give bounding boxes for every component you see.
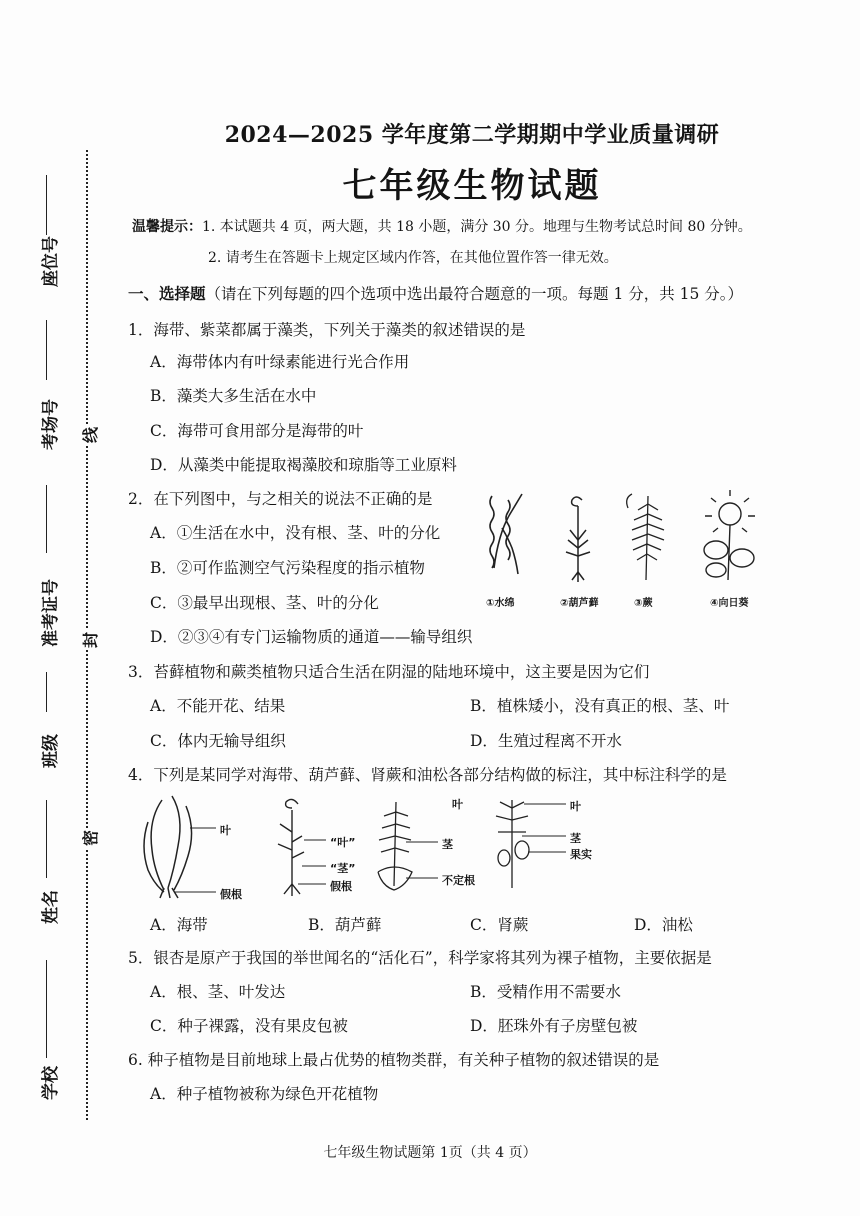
q4-moss-leaf-label: “叶” xyxy=(330,836,356,849)
exam-room-label: 考场号 xyxy=(41,399,61,450)
tip-label: 温馨提示： xyxy=(132,219,202,235)
q4-fern-root-label: 不定根 xyxy=(442,874,475,887)
q4-option-b: B．葫芦藓 xyxy=(308,916,382,934)
tip-line-1 xyxy=(132,216,752,236)
binding-strip xyxy=(0,0,100,1216)
q3-option-c: C．体内无输导组织 xyxy=(150,732,286,750)
seat-number-label: 座位号 xyxy=(41,236,61,287)
q4-pine-stem-label: 茎 xyxy=(570,832,581,845)
seal-mark-line: 线 xyxy=(78,425,101,445)
exam-title: 2024—2025 学年度第二学期期中学业质量调研 xyxy=(224,122,720,148)
moss-q4-illustration xyxy=(278,799,304,896)
q3-option-d: D．生殖过程离不开水 xyxy=(470,732,622,750)
q4-stem: 4．下列是某同学对海带、葫芦藓、肾蕨和油松各部分结构做的标注，其中标注科学的是 xyxy=(128,766,727,784)
fern-illustration xyxy=(627,494,664,580)
q1-option-a: A．海带体内有叶绿素能进行光合作用 xyxy=(150,353,410,371)
exam-room-blank xyxy=(46,320,47,380)
q4-option-a: A．海带 xyxy=(150,916,208,934)
spirogyra-illustration xyxy=(490,494,522,574)
q5-option-d: D．胚珠外有子房壁包被 xyxy=(470,1017,638,1035)
q4-moss-rhizoid-label: 假根 xyxy=(330,880,352,893)
q2-option-a: A．①生活在水中，没有根、茎、叶的分化 xyxy=(150,524,441,542)
section-heading xyxy=(128,282,743,304)
q6-stem: 6. 种子植物是目前地球上最占优势的植物类群，有关种子植物的叙述错误的是 xyxy=(128,1051,660,1069)
q4-label-leaders xyxy=(174,804,566,892)
exam-subtitle: 七年级生物试题 xyxy=(342,166,602,206)
seat-number-blank xyxy=(46,175,47,235)
ticket-number-blank xyxy=(46,485,47,553)
name-blank xyxy=(46,800,47,878)
q5-option-c: C．种子裸露，没有果皮包被 xyxy=(150,1017,348,1035)
section-title: 一、选择题 xyxy=(128,285,206,303)
q4-pine-fruit-label: 果实 xyxy=(570,848,592,861)
seal-mark-secret: 密 xyxy=(78,828,101,848)
q4-kelp-leaf-label: 叶 xyxy=(220,824,231,837)
q3-option-b: B．植株矮小，没有真正的根、茎、叶 xyxy=(470,697,730,715)
q4-structures-figure xyxy=(126,792,626,902)
q2-plants-figure xyxy=(478,488,778,588)
kidney-fern-illustration xyxy=(378,802,412,890)
q2-label-spirogyra: ①水绵 xyxy=(486,598,515,609)
q4-moss-stem-label: “茎” xyxy=(330,862,356,875)
ticket-number-label: 准考证号 xyxy=(41,579,61,647)
sunflower-illustration xyxy=(704,490,755,580)
q4-kelp-rhizoid-label: 假根 xyxy=(220,888,242,901)
moss-illustration xyxy=(566,497,590,582)
seal-mark-seal: 封 xyxy=(78,630,101,650)
school-blank xyxy=(46,960,47,1058)
page-footer: 七年级生物试题第 1页（共 4 页） xyxy=(323,1145,537,1161)
q6-option-a: A．种子植物被称为绿色开花植物 xyxy=(150,1085,379,1103)
q2-stem: 2．在下列图中，与之相关的说法不正确的是 xyxy=(128,490,433,508)
q4-option-d: D．油松 xyxy=(634,916,693,934)
q2-label-sunflower: ④向日葵 xyxy=(710,598,749,609)
kelp-illustration xyxy=(144,796,192,898)
school-label: 学校 xyxy=(41,1066,61,1100)
tip-line-2: 2. 请考生在答题卡上规定区域内作答，在其他位置作答一律无效。 xyxy=(208,250,618,266)
q2-label-fern: ③蕨 xyxy=(634,598,653,609)
q2-label-moss: ②葫芦藓 xyxy=(560,598,599,609)
q4-pine-leaf-label: 叶 xyxy=(570,800,581,813)
q4-fern-stem-label: 茎 xyxy=(442,838,453,851)
q2-option-d: D．②③④有专门运输物质的通道——输导组织 xyxy=(150,628,473,646)
q4-fern-leaf-label: 叶 xyxy=(452,798,463,811)
q1-option-d: D．从藻类中能提取褐藻胶和琼脂等工业原料 xyxy=(150,456,457,474)
tip-text-1: 1. 本试题共 4 页，两大题，共 18 小题，满分 30 分。地理与生物考试总时间 80 分钟。 xyxy=(202,219,752,235)
q3-stem: 3．苔藓植物和蕨类植物只适合生活在阴湿的陆地环境中，这主要是因为它们 xyxy=(128,663,650,681)
q1-option-b: B．藻类大多生活在水中 xyxy=(150,387,317,405)
q3-option-a: A．不能开花、结果 xyxy=(150,697,286,715)
q1-option-c: C．海带可食用部分是海带的叶 xyxy=(150,422,364,440)
class-blank xyxy=(46,672,47,712)
section-desc: （请在下列每题的四个选项中选出最符合题意的一项。每题 1 分，共 15 分。） xyxy=(205,285,744,303)
q2-option-b: B．②可作监测空气污染程度的指示植物 xyxy=(150,559,425,577)
q2-option-c: C．③最早出现根、茎、叶的分化 xyxy=(150,594,379,612)
q1-stem: 1．海带、紫菜都属于藻类，下列关于藻类的叙述错误的是 xyxy=(128,321,526,339)
q5-option-b: B．受精作用不需要水 xyxy=(470,983,621,1001)
class-label: 班级 xyxy=(41,734,61,768)
name-label: 姓名 xyxy=(41,890,61,924)
pine-illustration xyxy=(496,800,529,888)
q5-stem: 5．银杏是原产于我国的举世闻名的“活化石”，科学家将其列为裸子植物，主要依据是 xyxy=(128,949,712,967)
q5-option-a: A．根、茎、叶发达 xyxy=(150,983,286,1001)
q4-option-c: C．肾蕨 xyxy=(470,916,529,934)
